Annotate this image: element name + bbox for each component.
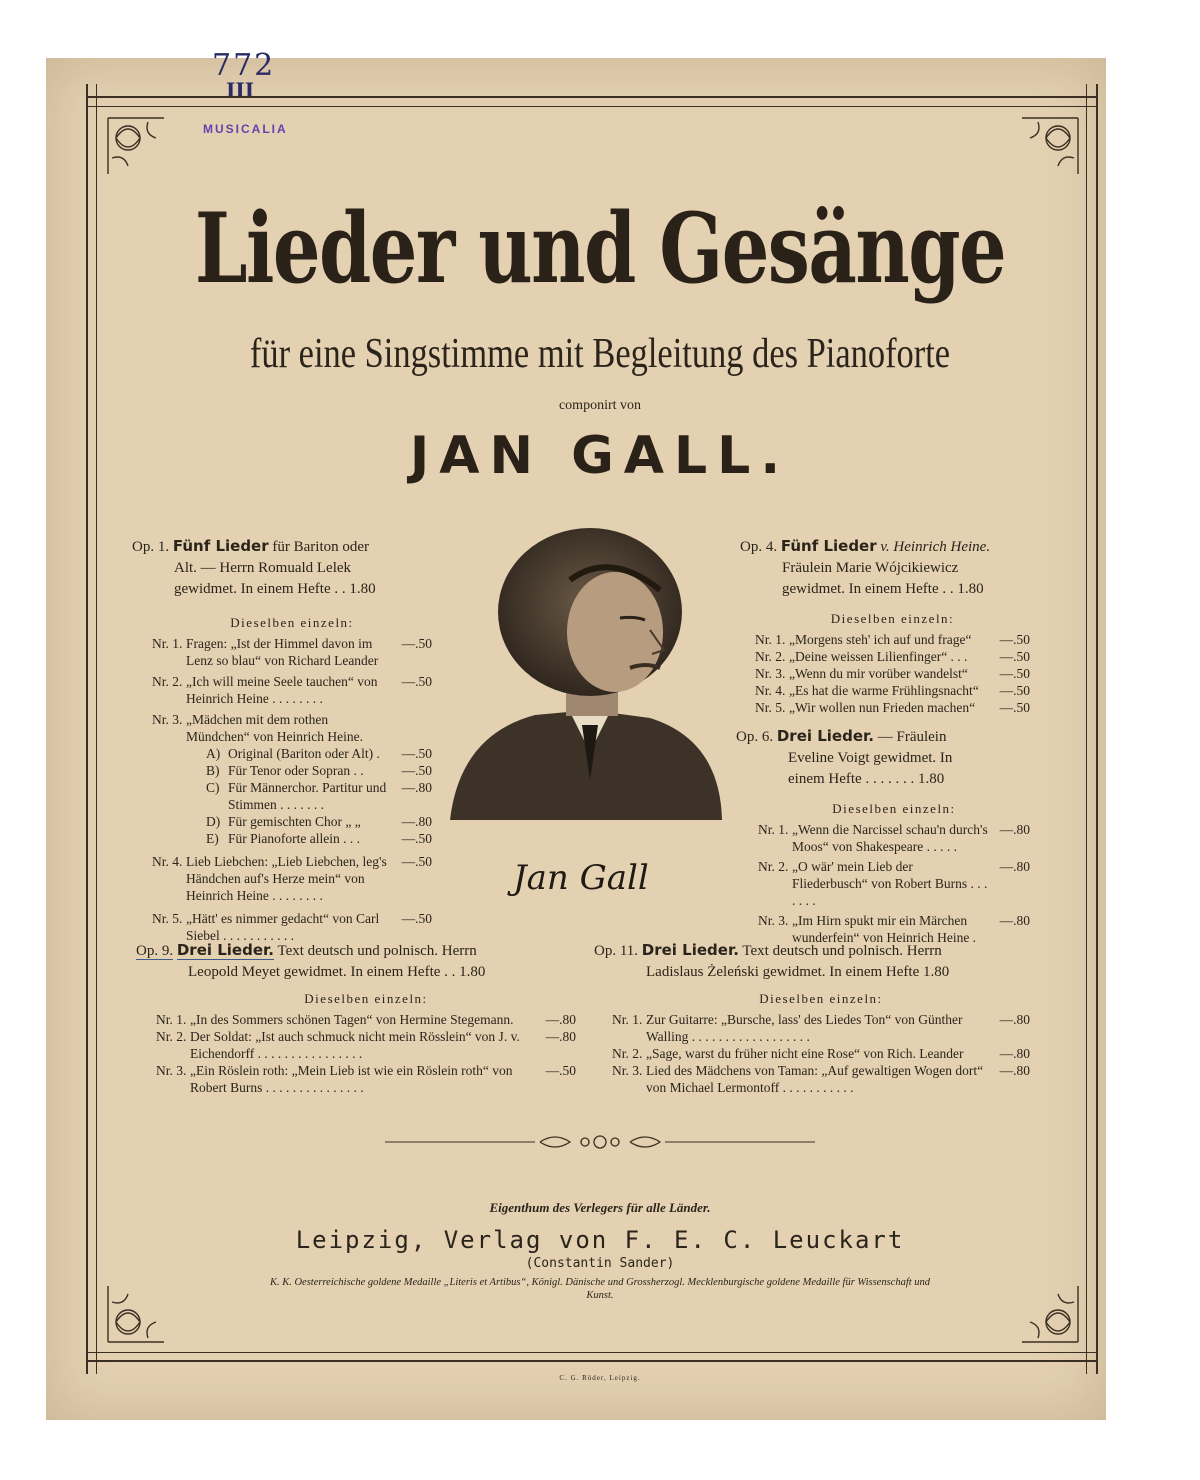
list-item: Nr. 1. Fragen: „Ist der Himmel davon im Lenz so blau“ von Richard Leander —.50 xyxy=(152,636,432,668)
op6-list xyxy=(758,794,1030,946)
medal-notice: K. K. Oesterreichische goldene Medaille „Literis et Artibus“, Königl. Dänische und Grossherzogl. Mecklenburgische goldene Medaille für Wissenschaft und Kunst. xyxy=(269,1277,931,1301)
border-left-outer xyxy=(86,84,88,1374)
op1-price-line: gewidmet. In einem Hefte . . 1.80 xyxy=(174,581,376,597)
composer-name: JAN GALL. xyxy=(409,426,791,486)
list-item: Nr. 1. „Wenn die Narcissel schau'n durch's Moos“ von Shakespeare . . . . . —.80 xyxy=(758,822,1030,854)
op4-dedication: Fräulein Marie Wójcikiewicz xyxy=(782,560,959,576)
list-item: Nr. 2. „Sage, warst du früher nicht eine Rose“ von Rich. Leander —.80 xyxy=(612,1046,1030,1061)
op-title: Fünf Lieder xyxy=(780,537,877,555)
list-item: Nr. 2. „Deine weissen Lilienfinger“ . . . —.50 xyxy=(755,649,1030,664)
border-bottom-inner xyxy=(86,1352,1098,1353)
singles-label: Dieselben einzeln: xyxy=(830,611,955,626)
list-item: Nr. 1. Zur Guitarre: „Bursche, lass' des Liedes Ton“ von Günther Walling . . . . . . . . . . . . . . . . . . —.80 xyxy=(612,1012,1030,1044)
op6-entry xyxy=(736,726,1036,790)
list-item: Nr. 2. Der Soldat: „Ist auch schmuck nicht mein Rösslein“ von J. v. Eichendorff . . . . . . . . . . . . . . . . —.80 xyxy=(156,1029,576,1061)
composer-portrait xyxy=(440,520,730,830)
list-item: Nr. 4. „Es hat die warme Frühlingsnacht“ —.50 xyxy=(755,683,1030,698)
op-heading-rest: Text deutsch und polnisch. Herrn xyxy=(742,943,942,959)
op-number: Op. 11. xyxy=(594,943,639,959)
list-subitem: A) Original (Bariton oder Alt) . —.50 xyxy=(206,746,432,761)
corner-ornament-icon xyxy=(104,1282,168,1346)
page-title: Lieder und Gesänge xyxy=(194,192,1006,305)
composed-by-label: componirt von xyxy=(558,398,642,413)
op-number: Op. 9. xyxy=(136,943,174,959)
op6-dedication: Eveline Voigt gewidmet. In xyxy=(788,750,953,766)
op-heading-rest: für Bariton oder xyxy=(272,539,370,555)
op9-heading xyxy=(136,940,576,962)
list-subitem: B) Für Tenor oder Sopran . . —.50 xyxy=(206,763,432,778)
corner-ornament-icon xyxy=(1018,1282,1082,1346)
op-title: Drei Lieder. xyxy=(641,941,739,959)
op-title: Fünf Lieder xyxy=(172,537,269,555)
list-item: Nr. 4. Lieb Liebchen: „Lieb Liebchen, leg's Händchen auf's Herze mein“ von Heinrich Heine . . . . . . . . —.50 xyxy=(152,854,432,903)
op11-heading xyxy=(594,940,1034,962)
composer-signature: Jan Gall xyxy=(513,858,649,898)
list-item: Nr. 2. „Ich will meine Seele tauchen“ von Heinrich Heine . . . . . . . . —.50 xyxy=(152,674,432,706)
list-item: Nr. 3. „Ein Röslein roth: „Mein Lieb ist wie ein Röslein roth“ von Robert Burns . . . . . . . . . . . . . . . —.50 xyxy=(156,1063,576,1095)
border-right-inner xyxy=(1086,84,1087,1374)
printer-imprint: C. G. Röder, Leipzig. xyxy=(559,1374,641,1382)
op1-heading xyxy=(132,536,432,558)
op-heading-rest: Text deutsch und polnisch. Herrn xyxy=(277,943,477,959)
list-item: Nr. 5. „Wir wollen nun Frieden machen“ —.50 xyxy=(755,700,1030,715)
op1-entry xyxy=(132,536,432,600)
op11-dedication: Ladislaus Żeleński gewidmet. In einem Hefte 1.80 xyxy=(646,964,950,980)
op4-price-line: gewidmet. In einem Hefte . . 1.80 xyxy=(782,581,984,597)
list-item: Nr. 1. „In des Sommers schönen Tagen“ von Hermine Stegemann. —.80 xyxy=(156,1012,576,1027)
list-item: Nr. 3. „Mädchen mit dem rothen Mündchen“ von Heinrich Heine. xyxy=(152,712,363,744)
op1-dedication: Alt. — Herrn Romuald Lelek xyxy=(174,560,352,576)
op4-list xyxy=(755,604,1030,716)
op-heading-rest: — Fräulein xyxy=(877,729,947,745)
list-item: Nr. 1. „Morgens steh' ich auf und frage“ —.50 xyxy=(755,632,1030,647)
corner-ornament-icon xyxy=(1018,114,1082,178)
list-item: Nr. 3. „Im Hirn spukt mir ein Märchen wunderfein“ von Heinrich Heine . —.80 xyxy=(758,913,1030,945)
corner-ornament-icon xyxy=(104,114,168,178)
singles-label: Dieselben einzeln: xyxy=(304,991,428,1006)
op4-heading xyxy=(740,536,1040,558)
list-subitem: D) Für gemischten Chor „ „ —.80 xyxy=(206,814,432,829)
border-top-outer xyxy=(86,96,1098,98)
shelfmark-number: 772 xyxy=(212,48,276,83)
publisher-line: Leipzig, Verlag von F. E. C. Leuckart xyxy=(295,1226,905,1254)
singles-label: Dieselben einzeln: xyxy=(230,615,354,630)
border-bottom-outer xyxy=(86,1360,1098,1362)
library-stamp: MUSICALIA xyxy=(203,122,288,136)
list-item: Nr. 5. „Hätt' es nimmer gedacht“ von Carl Siebel . . . . . . . . . . . —.50 xyxy=(152,911,432,943)
op-number: Op. 6. xyxy=(736,729,774,745)
op11-entry xyxy=(594,940,1034,983)
op9-dedication: Leopold Meyet gewidmet. In einem Hefte . . 1.80 xyxy=(188,964,486,980)
list-item: Nr. 3. „Wenn du mir vorüber wandelst“ —.50 xyxy=(755,666,1030,681)
singles-label: Dieselben einzeln: xyxy=(759,991,883,1006)
list-subitem: C) Für Männerchor. Partitur und Stimmen . . . . . . . —.80 xyxy=(206,780,432,812)
shelfmark-roman: III xyxy=(226,78,255,102)
op-heading-rest: v. Heinrich Heine. xyxy=(880,539,991,555)
border-top-inner xyxy=(86,106,1098,107)
singles-label: Dieselben einzeln: xyxy=(832,801,956,816)
op9-list xyxy=(156,984,576,1096)
op-number: Op. 4. xyxy=(740,539,778,555)
subtitle: für eine Singstimme mit Begleitung des Pianoforte xyxy=(249,331,951,377)
op1-list xyxy=(152,608,432,944)
border-left-inner xyxy=(96,84,97,1374)
list-subitem: E) Für Pianoforte allein . . . —.50 xyxy=(206,831,432,846)
op9-entry xyxy=(136,940,576,983)
list-item: Nr. 2. „O wär' mein Lieb der Fliederbusch“ von Robert Burns . . . . . . . —.80 xyxy=(758,859,1030,908)
op11-list xyxy=(612,984,1030,1096)
op-title: Drei Lieder. xyxy=(776,727,874,745)
op6-price-line: einem Hefte . . . . . . . 1.80 xyxy=(788,771,945,787)
op-number: Op. 1. xyxy=(132,539,170,555)
border-right-outer xyxy=(1096,84,1098,1374)
op6-heading xyxy=(736,726,1036,748)
list-item: Nr. 3. Lied des Mädchens von Taman: „Auf gewaltigen Wogen dort“ von Michael Lermontoff . . . . . . . . . . . —.80 xyxy=(612,1063,1030,1095)
op4-entry xyxy=(740,536,1040,600)
divider-ornament-icon xyxy=(385,1132,815,1152)
publisher-owner: (Constantin Sander) xyxy=(525,1256,675,1271)
property-notice: Eigenthum des Verlegers für alle Länder. xyxy=(489,1200,711,1215)
op-title: Drei Lieder. xyxy=(176,941,274,959)
